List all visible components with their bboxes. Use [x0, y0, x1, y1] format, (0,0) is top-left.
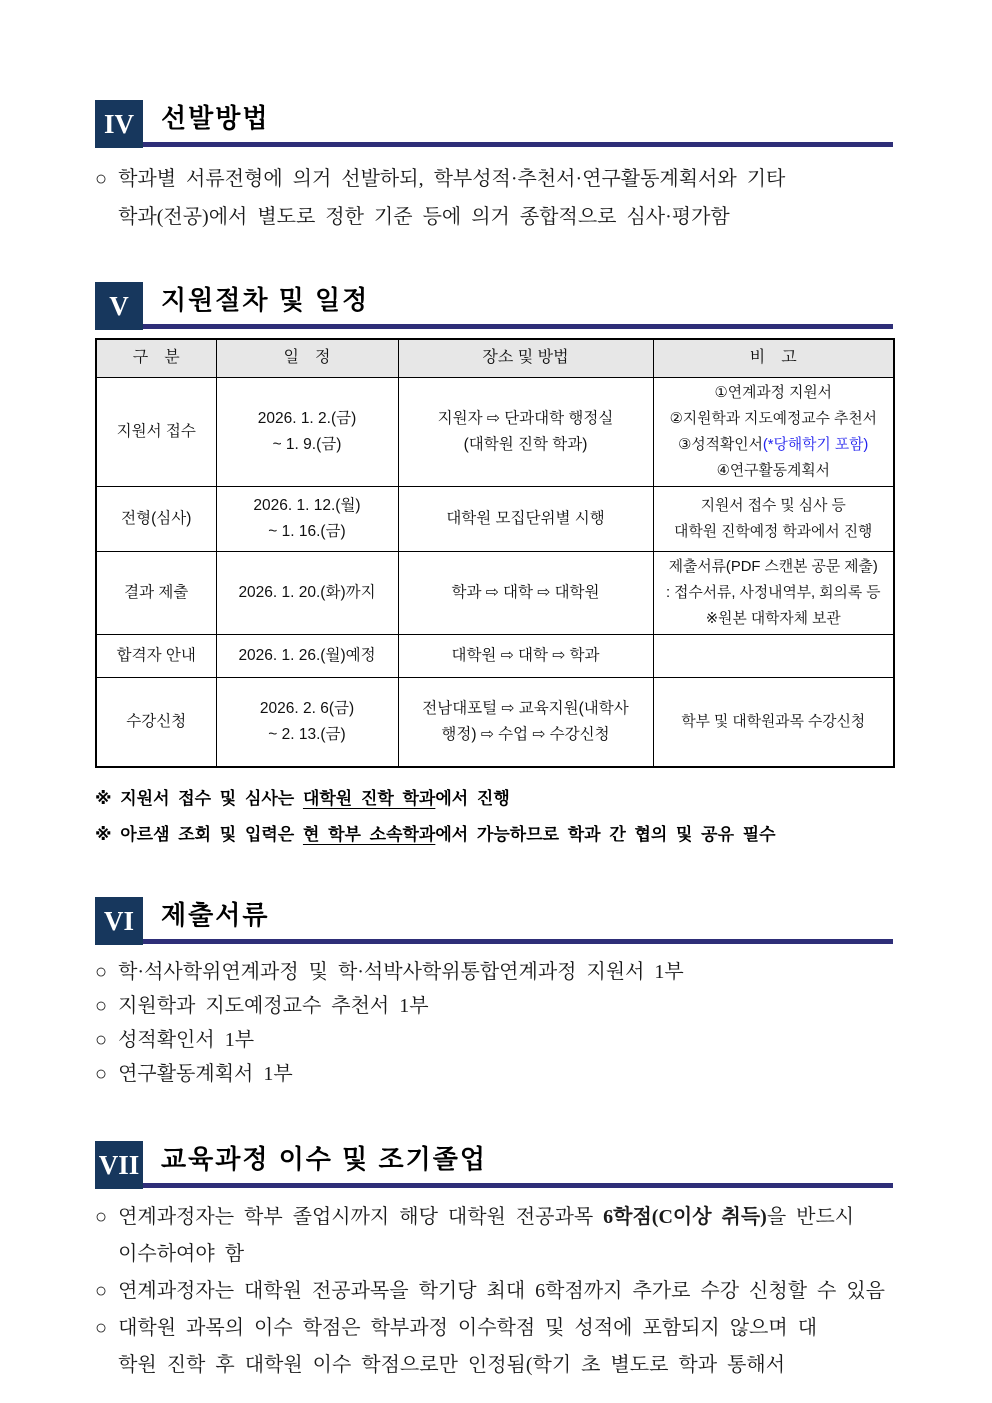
- cell-date: [216, 486, 398, 551]
- list-item-text: 연계과정자는 대학원 전공과목을 학기당 최대 6학점까지 추가로 수강 신청할 수 있음: [118, 1280, 885, 1302]
- place-line: 전남대포털 ⇨ 교육지원(내학사: [422, 699, 629, 717]
- list-item: [95, 955, 893, 989]
- footnote-underlined: 현 학부 소속학과: [302, 825, 436, 844]
- remark-line: ①연계과정 지원서: [714, 384, 832, 401]
- cell-place: [398, 377, 653, 486]
- section-iv-header: [95, 100, 893, 148]
- cell-date: 2026. 1. 26.(월)예정: [216, 634, 398, 677]
- column-header-place: 장소 및 방법: [398, 339, 653, 377]
- remark-line: ②지원학과 지도예정교수 추천서: [669, 410, 877, 427]
- document-list: [95, 955, 893, 1091]
- selection-paragraph: [95, 160, 893, 236]
- circle-bullet-icon: ○: [95, 1280, 108, 1302]
- cell-category: 결과 제출: [96, 551, 216, 634]
- table-footnotes: [95, 781, 893, 853]
- date-line: 2026. 1. 2.(금): [257, 409, 357, 427]
- remark-line: 제출서류(PDF 스캔본 공문 제출): [668, 558, 878, 575]
- remark-line: : 접수서류, 사정내역부, 회의록 등: [665, 584, 881, 601]
- paragraph-line: 학과별 서류전형에 의거 선발하되, 학부성적·추천서·연구활동계획서와 기타: [118, 168, 786, 190]
- date-line: ~ 1. 16.(금): [268, 522, 346, 540]
- table-row-course-registration: [96, 677, 894, 767]
- cell-remark: [653, 377, 894, 486]
- cell-category: 전형(심사): [96, 486, 216, 551]
- section-curriculum-completion: [95, 1141, 893, 1384]
- cell-remark: [653, 551, 894, 634]
- cell-date: [216, 377, 398, 486]
- section-v-badge: [95, 282, 143, 330]
- cell-place: 학과 ⇨ 대학 ⇨ 대학원: [398, 551, 653, 634]
- list-item: [95, 1057, 893, 1091]
- section-vii-rule: [137, 1141, 893, 1188]
- list-item-line: 이수하여야 함: [118, 1243, 245, 1265]
- circle-bullet-icon: ○: [95, 1206, 108, 1228]
- cell-place: 대학원 모집단위별 시행: [398, 486, 653, 551]
- remark-line: ※원본 대학자체 보관: [705, 610, 841, 627]
- place-line: (대학원 진학 학과): [463, 435, 588, 453]
- list-item-text: [118, 1310, 817, 1384]
- footnote: [95, 817, 893, 853]
- place-line: 행정) ⇨ 수업 ⇨ 수강신청: [441, 725, 610, 743]
- cell-remark: 학부 및 대학원과목 수강신청: [653, 677, 894, 767]
- cell-place: 대학원 ⇨ 대학 ⇨ 학과: [398, 634, 653, 677]
- cell-date: [216, 677, 398, 767]
- list-item-line: [118, 1199, 854, 1236]
- section-iv-badge: [95, 100, 143, 148]
- section-v-header: [95, 282, 893, 330]
- list-item-text: 성적확인서 1부: [118, 1029, 255, 1051]
- section-vi-header: [95, 897, 893, 945]
- selection-paragraph-text: [118, 160, 785, 236]
- date-line: ~ 1. 9.(금): [272, 435, 342, 453]
- list-item-text: [118, 1199, 854, 1273]
- cell-remark: [653, 486, 894, 551]
- paragraph-line: 학과(전공)에서 별도로 정한 기준 등에 의거 종합적으로 심사·평가함: [118, 206, 730, 228]
- section-v-rule: [137, 282, 893, 329]
- remark-line: 지원서 접수 및 심사 등: [700, 497, 846, 514]
- cell-category: 수강신청: [96, 677, 216, 767]
- section-selection-method: [95, 100, 893, 236]
- section-vii-header: [95, 1141, 893, 1189]
- cell-category: 합격자 안내: [96, 634, 216, 677]
- list-item-text: 지원학과 지도예정교수 추천서 1부: [118, 995, 429, 1017]
- remark-line: [658, 432, 890, 458]
- table-row-screening: [96, 486, 894, 551]
- footnote-text: ※ 아르샘 조회 및 입력은: [95, 825, 303, 844]
- circle-bullet-icon: ○: [95, 1063, 108, 1085]
- table-header-row: [96, 339, 894, 377]
- section-v-title: 지원절차 및 일정: [161, 285, 370, 315]
- circle-bullet-icon: ○: [95, 995, 108, 1017]
- circle-bullet-icon: ○: [95, 1317, 108, 1339]
- date-line: ~ 2. 13.(금): [268, 725, 346, 743]
- footnote: [95, 781, 893, 817]
- cell-place: [398, 677, 653, 767]
- column-header-date: 일 정: [216, 339, 398, 377]
- section-iv-rule: [137, 100, 893, 147]
- list-item: [95, 1273, 893, 1310]
- date-line: 2026. 2. 6(금): [259, 699, 355, 717]
- section-v-numeral: V: [109, 290, 129, 321]
- remark-highlight: (*당해학기 포함): [762, 436, 869, 453]
- footnote-text: 에서 가능하므로 학과 간 협의 및 공유 필수: [435, 825, 776, 844]
- list-item-text: 학·석사학위연계과정 및 학·석박사학위통합연계과정 지원서 1부: [118, 961, 684, 983]
- section-iv-numeral: IV: [103, 108, 134, 139]
- list-item: [95, 1199, 893, 1273]
- section-vii-numeral: VII: [98, 1149, 140, 1180]
- section-vii-title: 교육과정 이수 및 조기졸업: [161, 1144, 487, 1174]
- schedule-table: [95, 338, 895, 768]
- cell-date: 2026. 1. 20.(화)까지: [216, 551, 398, 634]
- cell-category: 지원서 접수: [96, 377, 216, 486]
- section-vi-numeral: VI: [103, 905, 134, 936]
- section-vi-rule: [137, 897, 893, 944]
- section-application-schedule: [95, 282, 893, 853]
- list-item: [95, 1023, 893, 1057]
- footnote-text: 에서 진행: [435, 789, 510, 808]
- footnote-underlined: 대학원 진학 학과: [302, 789, 436, 808]
- text-run-bold: 6학점(C이상 취득): [603, 1206, 767, 1228]
- section-iv-title: 선발방법: [161, 103, 270, 133]
- remark-text: ③성적확인서: [678, 436, 763, 453]
- footnote-text: ※ 지원서 접수 및 심사는: [95, 789, 303, 808]
- table-row-application: [96, 377, 894, 486]
- text-run: 을 반드시: [766, 1206, 855, 1228]
- cell-remark: [653, 634, 894, 677]
- text-run: 연계과정자는 학부 졸업시까지 해당 대학원 전공과목: [118, 1206, 604, 1228]
- remark-line: ④연구활동계획서: [716, 462, 830, 479]
- circle-bullet-icon: ○: [95, 168, 108, 190]
- list-item-line: 대학원 과목의 이수 학점은 학부과정 이수학점 및 성적에 포함되지 않으며 대: [118, 1317, 818, 1339]
- remark-line: 대학원 진학예정 학과에서 진행: [674, 523, 873, 540]
- list-item: [95, 1310, 893, 1384]
- circle-bullet-icon: ○: [95, 1029, 108, 1051]
- section-vi-badge: [95, 897, 143, 945]
- circle-bullet-icon: ○: [95, 961, 108, 983]
- section-submission-documents: [95, 897, 893, 1091]
- list-item-text: 연구활동계획서 1부: [118, 1063, 293, 1085]
- column-header-remark: 비 고: [653, 339, 894, 377]
- table-row-acceptance: [96, 634, 894, 677]
- list-item-line: 학원 진학 후 대학원 이수 학점으로만 인정됨(학기 초 별도로 학과 통해서: [118, 1354, 786, 1376]
- list-item: [95, 989, 893, 1023]
- place-line: 지원자 ⇨ 단과대학 행정실: [437, 409, 614, 427]
- column-header-category: 구 분: [96, 339, 216, 377]
- curriculum-list: [95, 1199, 893, 1384]
- section-vii-badge: [95, 1141, 143, 1189]
- date-line: 2026. 1. 12.(월): [253, 496, 361, 514]
- section-vi-title: 제출서류: [161, 900, 270, 930]
- table-row-result: [96, 551, 894, 634]
